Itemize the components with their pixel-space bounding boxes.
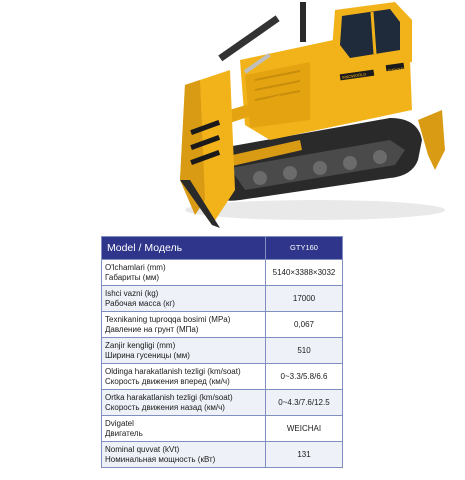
label-ru: Двигатель (105, 428, 143, 438)
row-value: 0~3.3/5.8/6.6 (266, 364, 343, 390)
table-header-row (102, 237, 343, 260)
row-value: 17000 (266, 286, 343, 312)
label-ru: Скорость движения вперед (км/ч) (105, 376, 230, 386)
row-label (102, 338, 266, 364)
label-ru: Скорость движения назад (км/ч) (105, 402, 225, 412)
svg-text:GTY160: GTY160 (387, 66, 407, 75)
row-label (102, 390, 266, 416)
label-uz: Ishci vazni (kg) (105, 288, 159, 298)
row-value: 131 (266, 442, 343, 468)
label-ru: Ширина гусеницы (мм) (105, 350, 190, 360)
table-row (102, 390, 343, 416)
label-ru: Номинальная мощность (кВт) (105, 454, 216, 464)
label-uz: Zanjir kengligi (mm) (105, 340, 176, 350)
table-row (102, 442, 343, 468)
row-value: 0~4.3/7.6/12.5 (266, 390, 343, 416)
svg-text:SINOWORLD: SINOWORLD (341, 71, 367, 80)
row-label (102, 286, 266, 312)
table-row (102, 286, 343, 312)
label-uz: Oldinga harakatlanish tezligi (km/soat) (105, 366, 241, 376)
table-row (102, 338, 343, 364)
table-row (102, 312, 343, 338)
label-ru: Рабочая масса (кг) (105, 298, 175, 308)
row-label (102, 260, 266, 286)
row-value: 5140×3388×3032 (266, 260, 343, 286)
row-value: 0,067 (266, 312, 343, 338)
row-label (102, 364, 266, 390)
model-header-value: GTY160 (266, 237, 343, 260)
row-value: WEICHAI (266, 416, 343, 442)
row-label (102, 442, 266, 468)
label-uz: Texnikaning tuproqqa bosimi (MPa) (105, 314, 231, 324)
row-label (102, 312, 266, 338)
label-ru: Давление на грунт (МПа) (105, 324, 199, 334)
bulldozer-image (150, 0, 450, 230)
label-uz: O'lchamlari (mm) (105, 262, 166, 272)
label-uz: Nominal quvvat (kVt) (105, 444, 180, 454)
table-row (102, 260, 343, 286)
model-header-label: Model / Модель (102, 237, 266, 260)
table-row (102, 364, 343, 390)
row-value: 510 (266, 338, 343, 364)
row-label (102, 416, 266, 442)
specifications-table (101, 236, 343, 468)
label-uz: Dvigatel (105, 418, 134, 428)
label-uz: Ortka harakatlanish tezligi (km/soat) (105, 392, 233, 402)
label-ru: Габариты (мм) (105, 272, 160, 282)
table-row (102, 416, 343, 442)
